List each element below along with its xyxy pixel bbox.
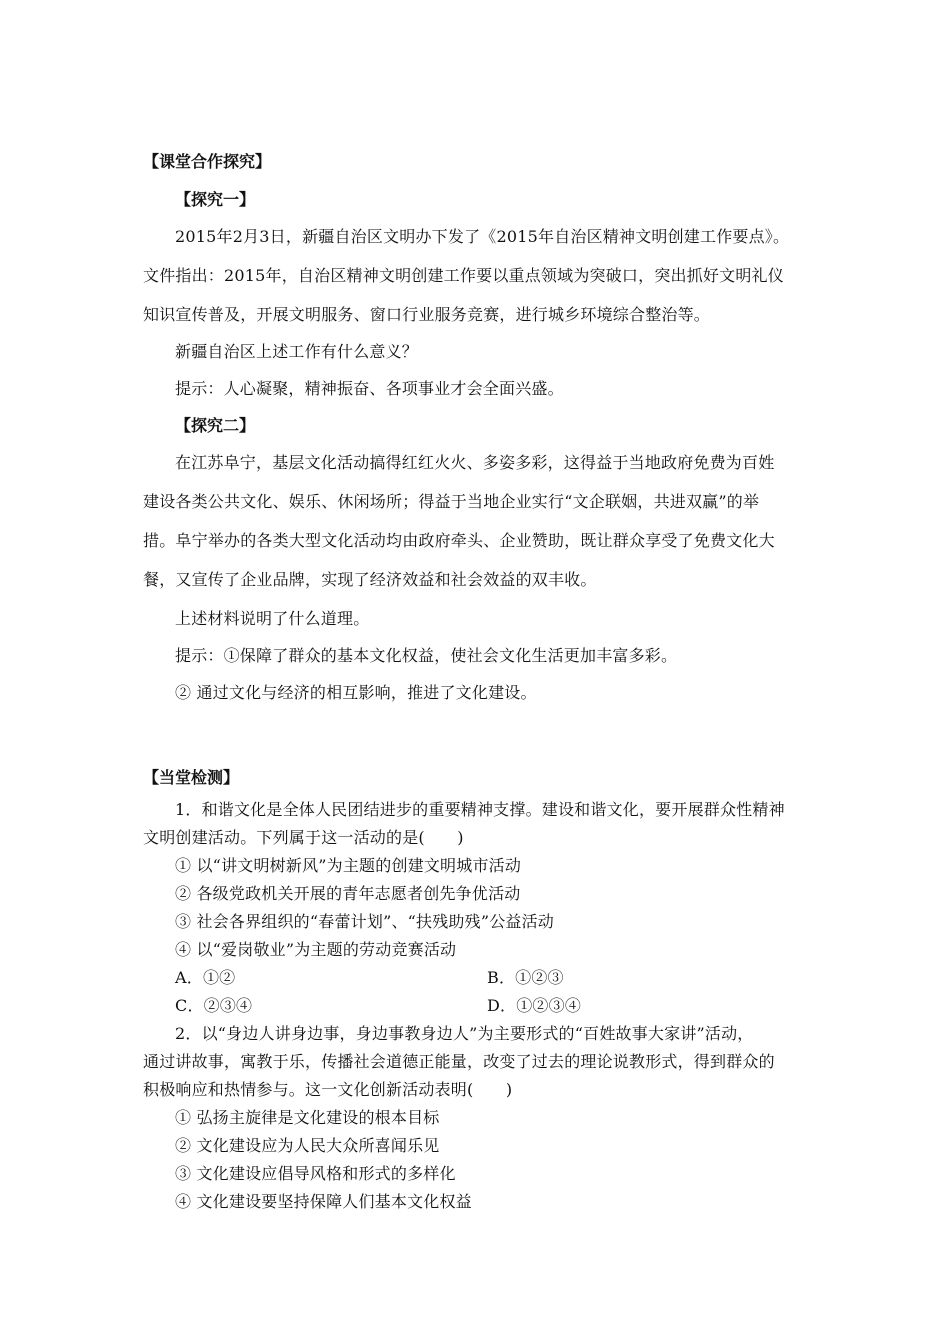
explore-one-question: 新疆自治区上述工作有什么意义？ [175,342,419,361]
explore-one-line: 2015年2月3日，新疆自治区文明办下发了《2015年自治区精神文明创建工作要点》。 [175,227,790,246]
question-one-stem: 1．和谐文化是全体人民团结进步的重要精神支撑。建设和谐文化，要开展群众性精神 [175,800,785,819]
question-one-item: ④ 以“爱岗敬业”为主题的劳动竞赛活动 [175,940,457,959]
question-two-stem: 积极响应和热情参与。这一文化创新活动表明( ) [143,1080,513,1099]
question-two-item: ① 弘扬主旋律是文化建设的根本目标 [175,1108,440,1127]
question-one-stem: 文明创建活动。下列属于这一活动的是( ) [143,828,464,847]
explore-two-hint: 提示：①保障了群众的基本文化权益，使社会文化生活更加丰富多彩。 [175,646,678,665]
question-one-item: ② 各级党政机关开展的青年志愿者创先争优活动 [175,884,521,903]
explore-two-line: 建设各类公共文化、娱乐、休闲场所；得益于当地企业实行“文企联姻，共进双赢”的举 [143,492,760,511]
explore-two-hint: ② 通过文化与经济的相互影响，推进了文化建设。 [175,683,537,702]
explore-two-title: 【探究二】 [175,416,256,435]
explore-two-line: 在江苏阜宁，基层文化活动搞得红红火火、多姿多彩，这得益于当地政府免费为百姓 [175,453,775,472]
question-one-item: ① 以“讲文明树新风”为主题的创建文明城市活动 [175,856,522,875]
question-one-item: ③ 社会各界组织的“春蕾计划”、“扶残助残”公益活动 [175,912,555,931]
section-heading-classroom-explore: 【课堂合作探究】 [143,152,272,171]
explore-two-line: 餐，又宣传了企业品牌，实现了经济效益和社会效益的双丰收。 [143,570,597,589]
explore-two-line: 措。阜宁举办的各类大型文化活动均由政府牵头、企业赞助，既让群众享受了免费文化大 [143,531,775,550]
question-two-item: ② 文化建设应为人民大众所喜闻乐见 [175,1136,440,1155]
option-b: B．①②③ [487,968,564,987]
question-two-item: ③ 文化建设应倡导风格和形式的多样化 [175,1164,456,1183]
option-c: C．②③④ [175,996,253,1015]
explore-one-title: 【探究一】 [175,190,256,209]
question-two-stem: 通过讲故事，寓教于乐，传播社会道德正能量，改变了过去的理论说教形式，得到群众的 [143,1052,775,1071]
option-a: A．①② [175,968,236,987]
explore-two-question: 上述材料说明了什么道理。 [175,609,370,628]
option-d: D．①②③④ [487,996,582,1015]
explore-one-line: 知识宣传普及，开展文明服务、窗口行业服务竞赛，进行城乡环境综合整治等。 [143,305,711,324]
section-heading-class-test: 【当堂检测】 [143,768,240,787]
question-two-stem: 2．以“身边人讲身边事，身边事教身边人”为主要形式的“百姓故事大家讲”活动， [175,1024,754,1043]
question-two-item: ④ 文化建设要坚持保障人们基本文化权益 [175,1192,472,1211]
explore-one-line: 文件指出：2015年，自治区精神文明创建工作要以重点领域为突破口，突出抓好文明礼仪 [143,266,784,285]
explore-one-hint: 提示：人心凝聚，精神振奋、各项事业才会全面兴盛。 [175,379,564,398]
